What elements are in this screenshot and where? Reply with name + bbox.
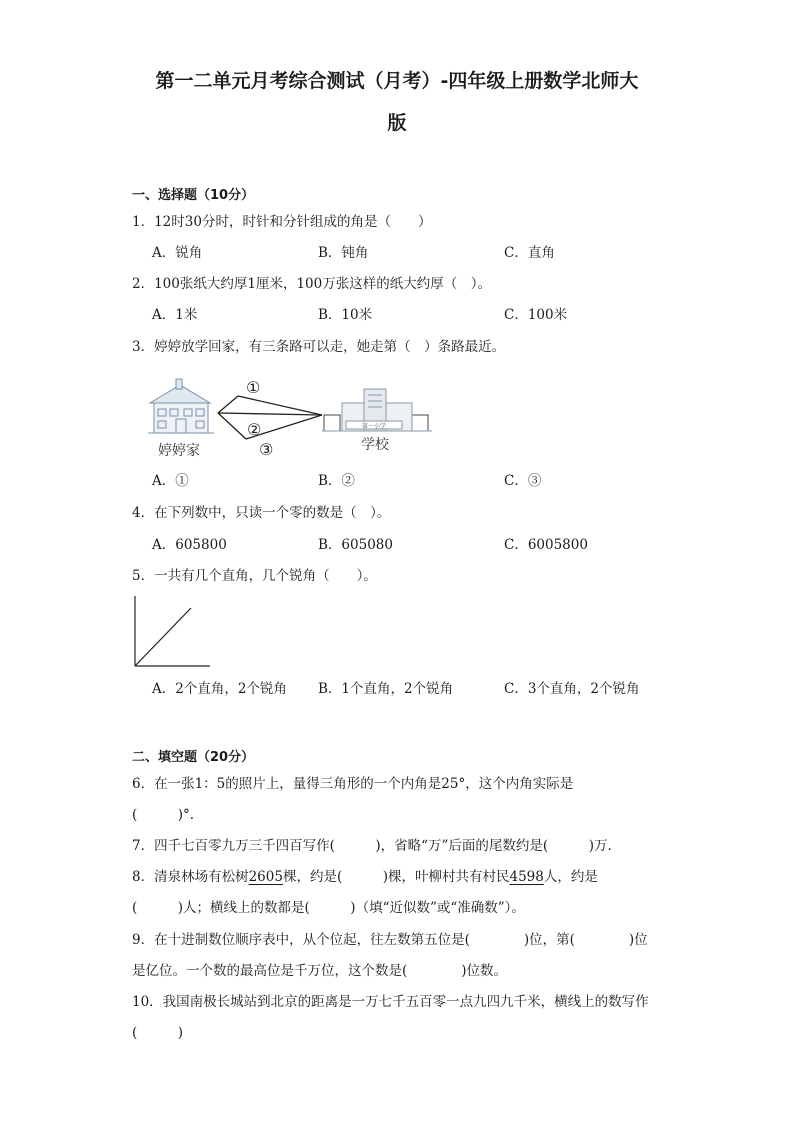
house-icon: [148, 379, 214, 433]
routes: [218, 396, 322, 439]
section1-heading: 一、选择题（10分）: [132, 188, 255, 203]
q2-option-c: C．100米: [504, 307, 568, 323]
section2-heading: 二、填空题（20分）: [132, 750, 255, 765]
q8-line2: ( )人；横线上的数都是( )（填“近似数”或“准确数”）。: [132, 900, 525, 916]
route-3-seg-a: [218, 413, 246, 439]
q1-option-b: B．钝角: [318, 245, 369, 261]
q3-option-b: B．②: [318, 473, 355, 489]
q8-text-b: 棵，约是( )棵，叶柳村共有村民: [282, 869, 510, 885]
page-title-line2: 版: [387, 112, 407, 134]
q1-option-a: A．锐角: [152, 245, 203, 261]
route-1-seg-b: [238, 396, 322, 415]
school-label: 学校: [361, 437, 389, 453]
q3-option-c: C．③: [504, 473, 542, 489]
q9-line2: 是亿位。一个数的最高位是千万位，这个数是( )位数。: [132, 963, 508, 979]
route-3-label: ③: [259, 440, 274, 459]
school-sign: 第一小学: [361, 423, 387, 430]
q6-line2: ( )°.: [132, 807, 195, 823]
page-title-line1: 第一二单元月考综合测试（月考）-四年级上册数学北师大: [155, 70, 639, 92]
q8-text-a: 8．清泉林场有松树: [132, 869, 249, 885]
q8-line1: [132, 867, 598, 887]
diagonal-ray: [135, 608, 191, 666]
q1-option-c: C．直角: [504, 245, 555, 261]
q9-line1: 9．在十进制数位顺序表中，从个位起，往左数第五位是( )位，第( )位: [132, 932, 648, 948]
q4-option-c: C．6005800: [504, 537, 588, 553]
q4-stem: 4．在下列数中，只读一个零的数是（ ）。: [132, 505, 391, 521]
q5-angle-figure: [133, 596, 213, 668]
route-1-seg-a: [218, 396, 238, 413]
q2-option-b: B．10米: [318, 307, 373, 323]
home-label: 婷婷家: [158, 443, 200, 459]
q5-option-a: A．2个直角，2个锐角: [152, 681, 287, 697]
q8-number-villagers: 4598: [509, 869, 544, 885]
q4-option-a: A．605800: [152, 537, 227, 553]
q5-option-b: B．1个直角，2个锐角: [318, 681, 454, 697]
q10-line2: ( ): [132, 1025, 184, 1041]
q3-stem: 3．婷婷放学回家，有三条路可以走，她走第（ ）条路最近。: [132, 339, 506, 355]
route-1-label: ①: [246, 378, 261, 397]
q3-option-a: A．①: [152, 473, 189, 489]
q2-option-a: A．1米: [152, 307, 198, 323]
q8-text-c: 人，约是: [543, 869, 598, 885]
q2-stem: 2．100张纸大约厚1厘米，100万张这样的纸大约厚（ ）。: [132, 276, 491, 292]
q5-stem: 5．一共有几个直角，几个锐角（ ）。: [132, 568, 377, 584]
q1-stem: 1．12时30分时，时针和分针组成的角是（ ）: [132, 214, 432, 230]
q8-number-pines: 2605: [248, 869, 283, 885]
q7-line1: 7．四千七百零九万三千四百写作( )，省略“万”后面的尾数约是( )万.: [132, 838, 612, 854]
q10-line1: 10．我国南极长城站到北京的距离是一万七千五百零一点九四九千米，横线上的数写作: [132, 994, 649, 1010]
route-2: [218, 413, 322, 415]
route-2-label: ②: [247, 420, 262, 439]
q6-line1: 6．在一张1：5的照片上，量得三角形的一个内角是25°，这个内角实际是: [132, 776, 574, 792]
q5-option-c: C．3个直角，2个锐角: [504, 681, 640, 697]
q3-route-figure: [146, 373, 446, 463]
q4-option-b: B．605080: [318, 537, 393, 553]
